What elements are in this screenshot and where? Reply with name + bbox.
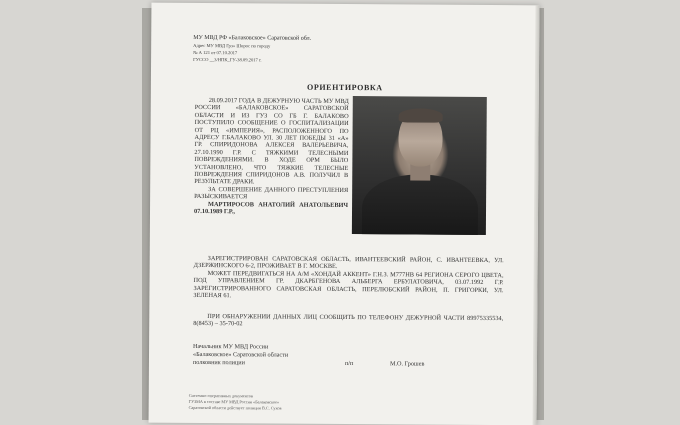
suspect-photo	[352, 96, 487, 235]
signature-rank: полковник полиции	[192, 358, 245, 367]
signature-name: М.О. Грошев	[389, 360, 425, 368]
incident-paragraph: 28.09.2017 ГОДА В ДЕЖУРНУЮ ЧАСТЬ МУ МВД РОССИИ «БАЛАКОВСКОЕ» САРАТОВСКОЙ ОБЛАСТИ И ИЗ ГУЗ СО ГБ Г. БАЛАКОВО ПОСТУПИЛО СООБЩЕНИЕ О ГОСПИТАЛИЗАЦИИ ОТ РЦ «ИМПЕРИЯ», РАСПОЛОЖЕННОГО ПО АДРЕСУ Г.БАЛАКОВО УЛ. 30 ЛЕТ ПОБЕДЫ 31 «А» ГР. СПИРИДОНОВА АЛЕКСЕЯ ВАЛЕРЬЕВИЧА, 27.10.1990 Г.Р. С ТЯЖКИМИ ТЕЛЕСНЫМИ ПОВРЕЖДЕНИЯМИ. В ХОДЕ ОРМ БЫЛО УСТАНОВЛЕНО, ЧТО ТЯЖКИЕ ТЕЛЕСНЫЕ ПОВРЕЖДЕНИЯ СПИРИДОНОВ А.В. ПОЛУЧИЛ В РЕЗУЛЬТАТЕ ДРАКИ.	[194, 97, 349, 186]
header-organization: МУ МВД РФ «Балаковское» Саратовской обл.	[193, 34, 312, 42]
wanted-paragraph: ЗА СОВЕРШЕНИЕ ДАННОГО ПРЕСТУПЛЕНИЯ РАЗЫСКИВАЕТСЯ	[194, 185, 349, 201]
document-footer	[189, 393, 409, 413]
contact-paragraph: ПРИ ОБНАРУЖЕНИИ ДАННЫХ ЛИЦ СООБЩИТЬ ПО ТЕЛЕФОНУ ДЕЖУРНОЙ ЧАСТИ 89975335534, 8(8453) – 35-70-02	[193, 313, 504, 328]
vehicle-paragraph: МОЖЕТ ПЕРЕДВИГАТЬСЯ НА А/М «ХОНДАЙ АККЕНТ» Г.Н.З. М777НВ 64 РЕГИОНА СЕРОГО ЦВЕТА, ПОД УПРАВЛЕНИЕМ ГР. ДКАРБГЕНОВА АЛЬБЕРГА ЕРБУЛАТОВИЧА, 03.07.1992 Г.Р. ЗАРЕГИСТРИРОВАННОГО САРАТОВСКАЯ ОБЛАСТЬ, ПЕРЕЛЮБСКИЙ РАЙОН, П. ГРИГОРКИ, УЛ. ЗЕЛЕНАЯ 61.	[193, 269, 504, 300]
document-sheet	[149, 3, 540, 425]
document-body-left	[194, 97, 349, 217]
photo-hair	[399, 108, 443, 122]
document-title: ОРИЕНТИРОВКА	[307, 82, 383, 93]
footer-line-3: Саратовской области действует полиции В.С. Сухов	[188, 404, 282, 411]
header-reference: ГУССО __3/НПК_ГУ-38.09.2017 г.	[193, 56, 262, 63]
signature-block	[193, 343, 493, 369]
signature-mark: п/п	[344, 360, 354, 368]
document-header	[193, 35, 393, 64]
header-number: № А 121 от 07.10.2017	[193, 49, 238, 56]
footer-line-2: ГУЗМА в составе МУ МВД России «Балаковское»	[188, 398, 280, 405]
suspect-name: МАРТИРОСОВ АНАТОЛИЙ АНАТОЛЬЕВИЧ 07.10.1989 Г.Р.,	[193, 200, 349, 216]
signature-department: «Балаковское» Саратовской области	[192, 350, 289, 359]
registration-paragraph: ЗАРЕГИСТРИРОВАН САРАТОВСКАЯ ОБЛАСТЬ, ИВАНТЕЕВСКИЙ РАЙОН, С. ИВАНТЕЕВКА, УЛ. ДЗЕРЖИНСКОГО 6-2, ПРОЖИВАЕТ В Г. МОСКВЕ.	[193, 255, 504, 271]
photo-shoulders	[362, 174, 478, 235]
header-address: Адрес МУ МВД Грэ» Шорос по городу	[193, 42, 271, 49]
footer-line-1: Системно-оперативных документов	[188, 392, 253, 399]
document-body-full	[193, 255, 503, 302]
signature-position: Начальник МУ МВД России	[193, 342, 269, 351]
contact-block	[193, 313, 503, 330]
